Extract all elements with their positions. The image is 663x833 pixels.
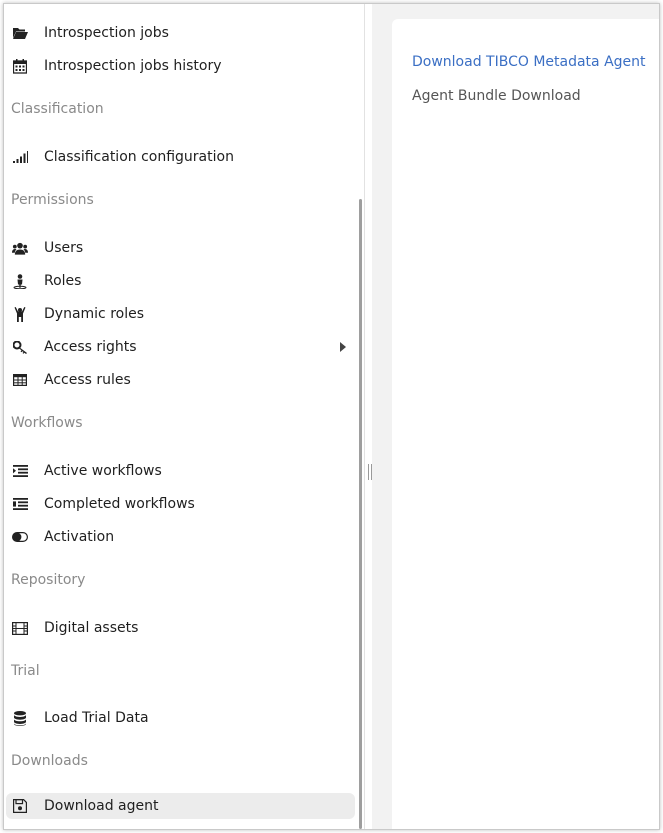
sidebar-item-classification-configuration[interactable] xyxy=(4,144,356,170)
table-icon xyxy=(12,372,28,388)
list-indent-icon xyxy=(12,463,28,479)
sidebar-item-label: Dynamic roles xyxy=(44,306,145,322)
film-icon xyxy=(12,620,28,636)
sidebar-scrollbar[interactable] xyxy=(359,199,362,829)
sidebar xyxy=(4,4,365,829)
sidebar-item-introspection-jobs-history[interactable] xyxy=(4,53,356,79)
sidebar-item-load-trial-data[interactable] xyxy=(4,705,356,731)
sidebar-item-digital-assets[interactable] xyxy=(4,615,356,641)
signal-bars-icon xyxy=(12,149,28,165)
sidebar-item-label: Activation xyxy=(44,529,115,545)
calendar-icon xyxy=(12,58,28,74)
sidebar-item-access-rules[interactable] xyxy=(4,367,356,393)
user-pin-icon xyxy=(12,273,28,289)
download-agent-link[interactable]: Download TIBCO Metadata Agent xyxy=(412,54,646,70)
section-header-classification: Classification xyxy=(11,101,104,117)
content-area xyxy=(372,4,659,829)
floppy-disk-icon xyxy=(12,798,28,814)
section-header-permissions: Permissions xyxy=(11,192,94,208)
sidebar-item-label: Active workflows xyxy=(44,463,162,479)
database-icon xyxy=(12,710,28,726)
sidebar-item-label: Introspection jobs xyxy=(44,25,169,41)
sidebar-item-activation[interactable] xyxy=(4,524,356,550)
sidebar-item-completed-workflows[interactable] xyxy=(4,491,356,517)
section-header-workflows: Workflows xyxy=(11,415,83,431)
sidebar-item-dynamic-roles[interactable] xyxy=(4,301,356,327)
agent-bundle-download-label: Agent Bundle Download xyxy=(412,88,581,104)
users-icon xyxy=(12,240,28,256)
folder-open-icon xyxy=(12,25,28,41)
toggle-icon xyxy=(12,529,28,545)
sidebar-item-introspection-jobs[interactable] xyxy=(4,20,356,46)
submenu-arrow-icon[interactable] xyxy=(340,342,346,352)
section-header-downloads: Downloads xyxy=(11,753,88,769)
sidebar-item-label: Download agent xyxy=(44,798,159,814)
sidebar-item-label: Digital assets xyxy=(44,620,139,636)
sidebar-item-label: Completed workflows xyxy=(44,496,195,512)
person-arms-up-icon xyxy=(12,306,28,322)
sidebar-item-label: Classification configuration xyxy=(44,149,234,165)
sidebar-item-label: Users xyxy=(44,240,84,256)
sidebar-item-label: Access rights xyxy=(44,339,137,355)
sidebar-item-roles[interactable] xyxy=(4,268,356,294)
content-panel xyxy=(392,19,660,830)
sidebar-item-active-workflows[interactable] xyxy=(4,458,356,484)
sidebar-item-users[interactable] xyxy=(4,235,356,261)
sidebar-item-access-rights[interactable] xyxy=(4,334,356,360)
sidebar-item-label: Roles xyxy=(44,273,82,289)
app-window xyxy=(3,3,660,830)
list-icon xyxy=(12,496,28,512)
section-header-trial: Trial xyxy=(11,663,40,679)
sidebar-item-label: Load Trial Data xyxy=(44,710,149,726)
sidebar-item-label: Introspection jobs history xyxy=(44,58,222,74)
section-header-repository: Repository xyxy=(11,572,86,588)
sidebar-item-label: Access rules xyxy=(44,372,131,388)
key-icon xyxy=(12,339,28,355)
sidebar-item-download-agent[interactable] xyxy=(6,793,355,819)
